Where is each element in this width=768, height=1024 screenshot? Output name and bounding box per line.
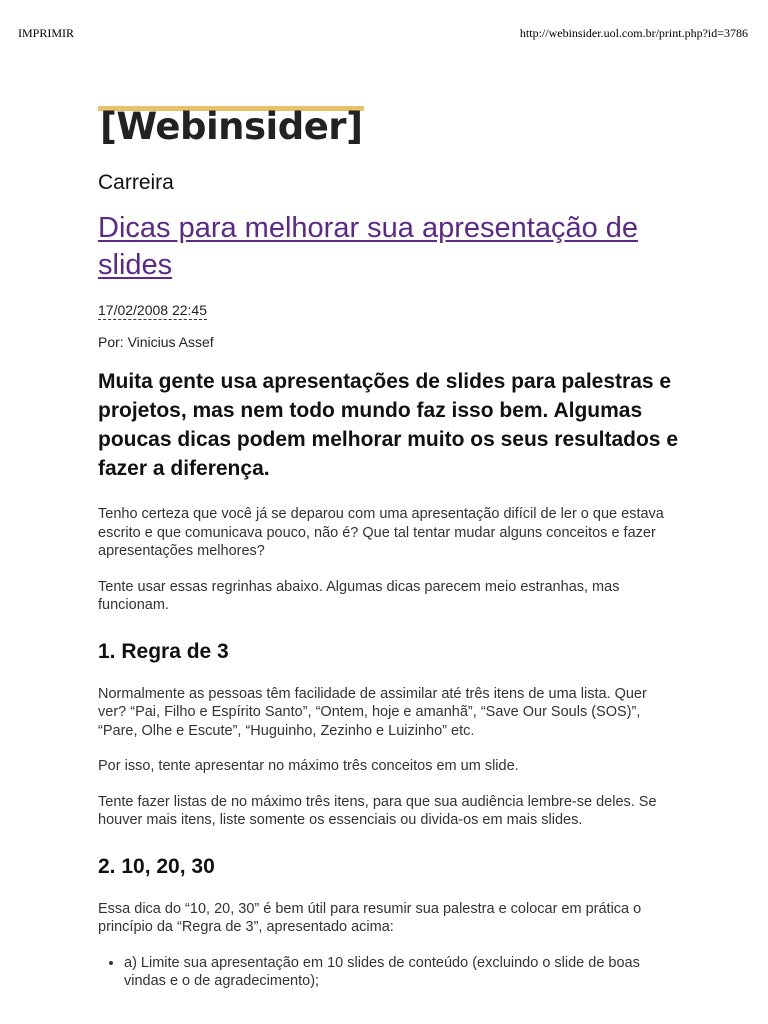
article-title[interactable]: Dicas para melhorar sua apresentação de slides — [98, 212, 639, 281]
logo-open-bracket: [ — [100, 105, 117, 148]
rule1-paragraph: Por isso, tente apresentar no máximo três conceitos em um slide. — [98, 758, 519, 774]
rule1-paragraph: Normalmente as pessoas têm facilidade de assimilar até três itens de uma lista. Quer ver? “Pai, Filho e Espírito Santo”, “Ontem, hoje e amanhã”, “Save Our Souls (SOS)”, “Pare, Olhe e Escute”, “Huguinho, Zezinho e Luizinho” etc. — [98, 685, 647, 739]
rule1-heading: 1. Regra de 3 — [98, 639, 229, 663]
article-author: Por: Vinicius Assef — [98, 334, 214, 350]
print-label[interactable]: IMPRIMIR — [18, 26, 75, 40]
article-date: 17/02/2008 22:45 — [98, 302, 207, 318]
intro-paragraph: Tente usar essas regrinhas abaixo. Algumas dicas parecem meio estranhas, mas funcionam. — [98, 578, 620, 613]
rule2-paragraph: Essa dica do “10, 20, 30” é bem útil para resumir sua palestra e colocar em prática o princípio da “Regra de 3”, apresentado acima: — [98, 900, 642, 935]
section-label: Carreira — [98, 171, 174, 194]
logo-close-bracket: ] — [346, 105, 363, 148]
intro-paragraph: Tenho certeza que você já se deparou com uma apresentação difícil de ler o que estava escrito e que comunicava pouco, não é? Que tal tentar mudar alguns conceitos e fazer apresentações melhores? — [98, 506, 664, 559]
webinsider-logo[interactable] — [98, 104, 364, 150]
article-lead: Muita gente usa apresentações de slides para palestras e projetos, mas nem todo mundo faz isso bem. Algumas poucas dicas podem melhorar muito os seus resultados e fazer a diferença. — [98, 370, 679, 480]
rule2-heading: 2. 10, 20, 30 — [98, 854, 215, 878]
logo-text: Webinsider — [116, 105, 347, 148]
rule2-list — [98, 954, 678, 991]
rule1-paragraph: Tente fazer listas de no máximo três itens, para que sua audiência lembre-se deles. Se houver mais itens, liste somente os essenciais ou divida-os em mais slides. — [98, 793, 657, 828]
list-item: • a) Limite sua apresentação em 10 slides de conteúdo (excluindo o slide de boas vindas e o de agradecimento); — [124, 954, 678, 991]
page-url: http://webinsider.uol.com.br/print.php?id=3786 — [519, 26, 748, 40]
article — [98, 104, 678, 991]
